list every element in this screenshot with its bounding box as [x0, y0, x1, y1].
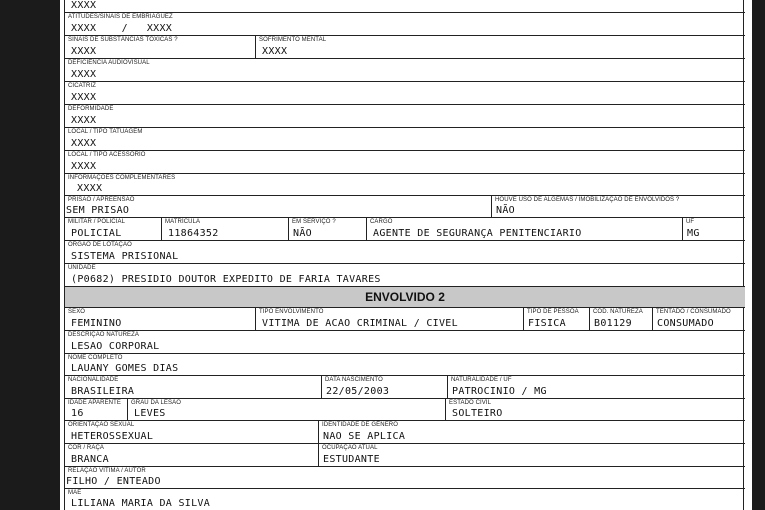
label-cod-natureza: CÓD. NATUREZA [593, 309, 643, 315]
value-algemas: NÃO [496, 205, 515, 216]
label-sofrimento: SOFRIMENTO MENTAL [259, 37, 327, 43]
row-deficiencia [65, 59, 745, 82]
label-orgao: ÓRGÃO DE LOTAÇÃO [68, 242, 132, 248]
label-deficiencia: DEFICIÊNCIA AUDIOVISUAL [68, 60, 150, 66]
label-grau-lesao: GRAU DA LESÃO [131, 400, 181, 406]
value-deformidade: XXXX [71, 115, 97, 126]
label-estado-civil: ESTADO CIVIL [449, 400, 492, 406]
value-sexo: FEMININO [71, 318, 122, 329]
occurrence-form [64, 0, 744, 510]
row-nacionalidade [65, 376, 745, 399]
value-cor: BRANCA [71, 454, 109, 465]
row-prisao [65, 196, 745, 218]
label-tatuagem: LOCAL / TIPO TATUAGEM [68, 129, 143, 135]
row-deformidade [65, 105, 745, 128]
label-nacionalidade: NACIONALIDADE [68, 377, 119, 383]
value-ocupacao: ESTUDANTE [323, 454, 380, 465]
value-estado-civil: SOLTEIRO [452, 408, 503, 419]
row-unidade [65, 264, 745, 287]
value-cicatriz: XXXX [71, 92, 97, 103]
value-grau-lesao: LEVES [134, 408, 166, 419]
value-sofrimento: XXXX [262, 46, 288, 57]
label-militar: MILITAR / POLICIAL [68, 219, 126, 225]
value-mae: LILIANA MARIA DA SILVA [71, 498, 211, 509]
right-dark-border [752, 0, 765, 510]
label-tipo-pessoa: TIPO DE PESSOA [527, 309, 579, 315]
value-nascimento: 22/05/2003 [326, 386, 390, 397]
row-descricao-natureza [65, 331, 745, 354]
value-descricao-natureza: LESAO CORPORAL [71, 341, 160, 352]
top-row [65, 0, 745, 13]
value-deficiencia: XXXX [71, 69, 97, 80]
label-algemas: HOUVE USO DE ALGEMAS / IMOBILIZAÇÃO DE ENVOLVIDOS ? [495, 197, 680, 203]
value-nacionalidade: BRASILEIRA [71, 386, 135, 397]
label-nascimento: DATA NASCIMENTO [325, 377, 383, 383]
value-acessorio: XXXX [71, 161, 97, 172]
value-tatuagem: XXXX [71, 138, 97, 149]
label-cor: COR / RAÇA [68, 445, 105, 451]
label-substancias: SINAIS DE SUBSTÂNCIAS TÓXICAS ? [68, 37, 178, 43]
label-em-servico: EM SERVIÇO ? [292, 219, 336, 225]
label-ocupacao: OCUPAÇÃO ATUAL [322, 445, 378, 451]
label-atitudes: ATITUDES/SINAIS DE EMBRIAGUEZ [68, 14, 173, 20]
value-orientacao: HETEROSSEXUAL [71, 431, 154, 442]
section-envolvido-2: ENVOLVIDO 2 [65, 287, 745, 308]
label-cicatriz: CICATRIZ [68, 83, 97, 89]
label-deformidade: DEFORMIDADE [68, 106, 114, 112]
label-nome: NOME COMPLETO [68, 355, 123, 361]
left-dark-border [0, 0, 60, 510]
value-substancias: XXXX [71, 46, 97, 57]
value-matricula: 11864352 [168, 228, 219, 239]
label-info-complementares: INFORMAÇÕES COMPLEMENTARES [68, 175, 176, 181]
value-nome: LAUANY GOMES DIAS [71, 363, 179, 374]
label-relacao: RELAÇÃO VÍTIMA / AUTOR [68, 468, 146, 474]
row-sexo [65, 308, 745, 331]
label-orientacao: ORIENTAÇÃO SEXUAL [68, 422, 135, 428]
row-atitudes [65, 13, 745, 36]
label-idade: IDADE APARENTE [68, 400, 121, 406]
value-prisao: SEM PRISAO [66, 205, 130, 216]
value-info-complementares: XXXX [77, 183, 103, 194]
label-naturalidade: NATURALIDADE / UF [451, 377, 512, 383]
label-prisao: PRISÃO / APREENSÃO [68, 197, 135, 203]
row-mae [65, 489, 745, 510]
value-tentado: CONSUMADO [657, 318, 714, 329]
label-descricao-natureza: DESCRIÇÃO NATUREZA [68, 332, 140, 338]
value-militar: POLICIAL [71, 228, 122, 239]
value-identidade-genero: NAO SE APLICA [323, 431, 406, 442]
value-uf: MG [687, 228, 700, 239]
row-militar [65, 218, 745, 241]
row-tatuagem [65, 128, 745, 151]
row-substancias [65, 36, 745, 59]
row-orgao [65, 241, 745, 264]
value-naturalidade: PATROCINIO / MG [452, 386, 547, 397]
value-atitudes: XXXX / XXXX [71, 23, 173, 34]
label-mae: MÃE [68, 490, 82, 496]
value-cargo: AGENTE DE SEGURANÇA PENITENCIARIO [373, 228, 582, 239]
label-tipo-envolvimento: TIPO ENVOLVIMENTO [259, 309, 324, 315]
value-cod-natureza: B01129 [594, 318, 632, 329]
label-unidade: UNIDADE [68, 265, 96, 271]
row-nome [65, 354, 745, 376]
label-tentado: TENTADO / CONSUMADO [656, 309, 731, 315]
row-idade [65, 399, 745, 421]
value-relacao: FILHO / ENTEADO [66, 476, 161, 487]
value-tipo-envolvimento: VITIMA DE ACAO CRIMINAL / CIVEL [262, 318, 458, 329]
label-uf: UF [686, 219, 695, 225]
value-unidade: (P0682) PRESIDIO DOUTOR EXPEDITO DE FARIA TAVARES [71, 274, 381, 285]
value-tipo-pessoa: FISICA [528, 318, 566, 329]
row-orientacao [65, 421, 745, 444]
top-value: XXXX [71, 0, 97, 11]
label-acessorio: LOCAL / TIPO ACESSÓRIO [68, 152, 146, 158]
row-cor [65, 444, 745, 467]
row-acessorio [65, 151, 745, 174]
row-relacao [65, 467, 745, 489]
label-matricula: MATRÍCULA [165, 219, 201, 225]
row-cicatriz [65, 82, 745, 105]
label-identidade-genero: IDENTIDADE DE GÊNERO [322, 422, 399, 428]
row-info-complementares [65, 174, 745, 196]
label-sexo: SEXO [68, 309, 86, 315]
value-idade: 16 [71, 408, 84, 419]
label-cargo: CARGO [370, 219, 393, 225]
value-em-servico: NÃO [293, 228, 312, 239]
value-orgao: SISTEMA PRISIONAL [71, 251, 179, 262]
